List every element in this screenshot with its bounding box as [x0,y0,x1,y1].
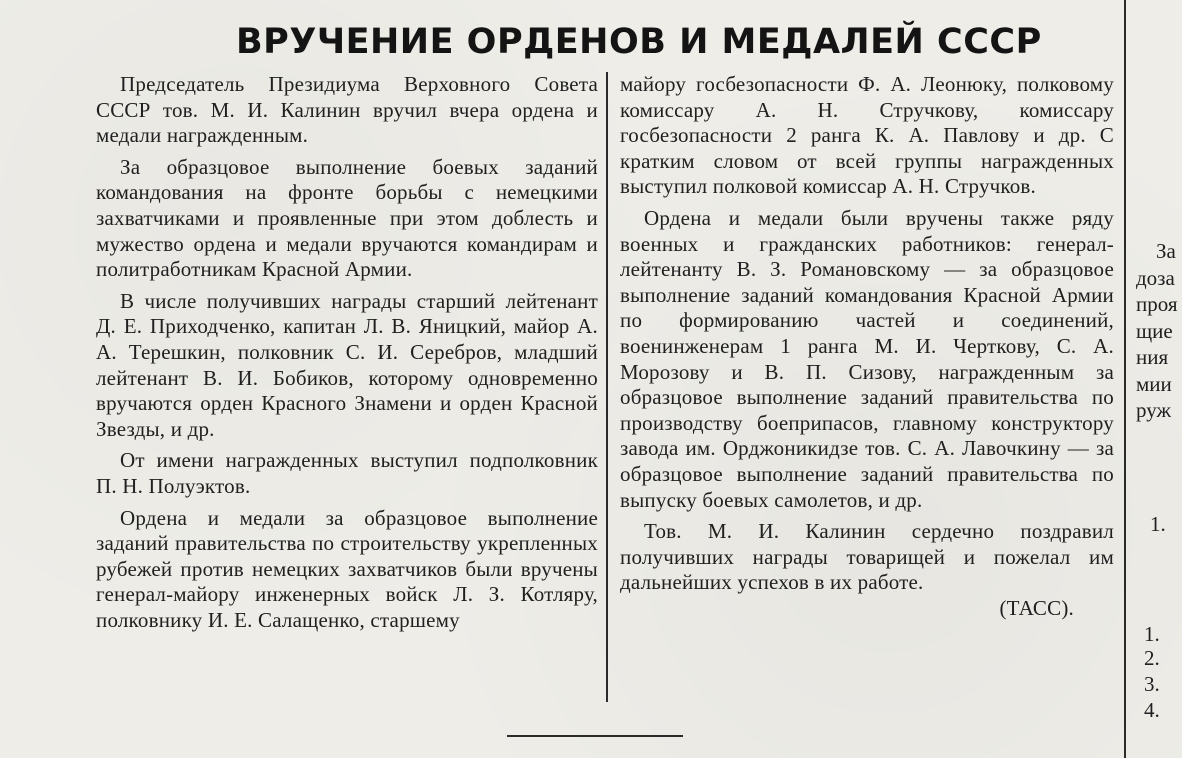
list-number: 2. [1144,646,1160,670]
article-column-middle [620,72,1114,621]
paragraph: От имени награжденных выступил подполковник П. Н. Полуэктов. [96,448,598,498]
list-number: 1. [1144,622,1160,646]
text-fragment: проя [1136,292,1178,316]
paragraph: Ордена и медали за образцовое выполнение заданий правительства по строительству укрепленных рубежей против немецких захватчиков были вручены генерал-майору инженерных войск Л. З. Котляру, полковнику И. Е. Салащенко, старшему [96,505,598,632]
paragraph: Председатель Президиума Верховного Совета СССР тов. М. И. Калинин вручил вчера ордена и медали награжденным. [96,72,598,148]
column-divider [1124,0,1126,758]
paragraph: Ордена и медали были вручены также ряду военных и гражданских работников: генерал-лейтенанту В. З. Романовскому — за образцовое выполнение заданий командования Красной Армии по формированию частей и соединений, военинженерам 1 ранга М. И. Черткову, С. А. Морозову и В. П. Сизову, награжденным за образцовое выполнение заданий правительства по производству боеприпасов, главному конструктору завода им. Орджоникидзе тов. С. А. Лавочкину — за образцовое выполнение заданий правительства по выпуску боевых самолетов, и др. [620,205,1114,512]
paragraph: Тов. М. И. Калинин сердечно поздравил получивших награды товарищей и пожелал им дальнейших успехов в их работе. [620,519,1114,595]
list-number: 3. [1144,672,1160,696]
article-column-left [96,72,598,633]
text-fragment: доза [1136,265,1175,290]
news-agency-signature: (ТАСС). [999,595,1074,620]
list-number: 1. [1150,512,1166,536]
text-fragment: руж [1136,398,1171,422]
text-fragment: мии [1136,371,1172,396]
column-divider [606,72,608,702]
list-number: 4. [1144,698,1160,722]
article-headline: ВРУЧЕНИЕ ОРДЕНОВ И МЕДАЛЕЙ СССР [236,22,1042,62]
paragraph: В числе получивших награды старший лейтенант Д. Е. Приходченко, капитан Л. В. Яницкий, майор А. А. Терешкин, полковник С. И. Серебров, младший лейтенант В. И. Бобиков, которому одновременно вручаются орден Красного Знамени и орден Красной Звезды, и др. [96,288,598,441]
text-fragment: За [1156,239,1176,263]
paragraph: майору госбезопасности Ф. А. Леонюку, полковому комиссару А. Н. Стручкову, комиссару госбезопасности 2 ранга К. А. Павлову и др. С кратким словом от всей группы награжденных выступил полковой комиссар А. Н. Стручков. [620,72,1114,199]
text-fragment: ния [1136,345,1169,369]
paragraph: За образцовое выполнение боевых заданий командования на фронте борьбы с немецкими захватчиками и проявленные при этом доблесть и мужество ордена и медали вручаются командирам и политработникам Красной Армии. [96,154,598,282]
text-fragment: щие [1136,318,1173,343]
adjacent-column-fragment [1136,238,1182,424]
article-end-rule [507,735,683,737]
